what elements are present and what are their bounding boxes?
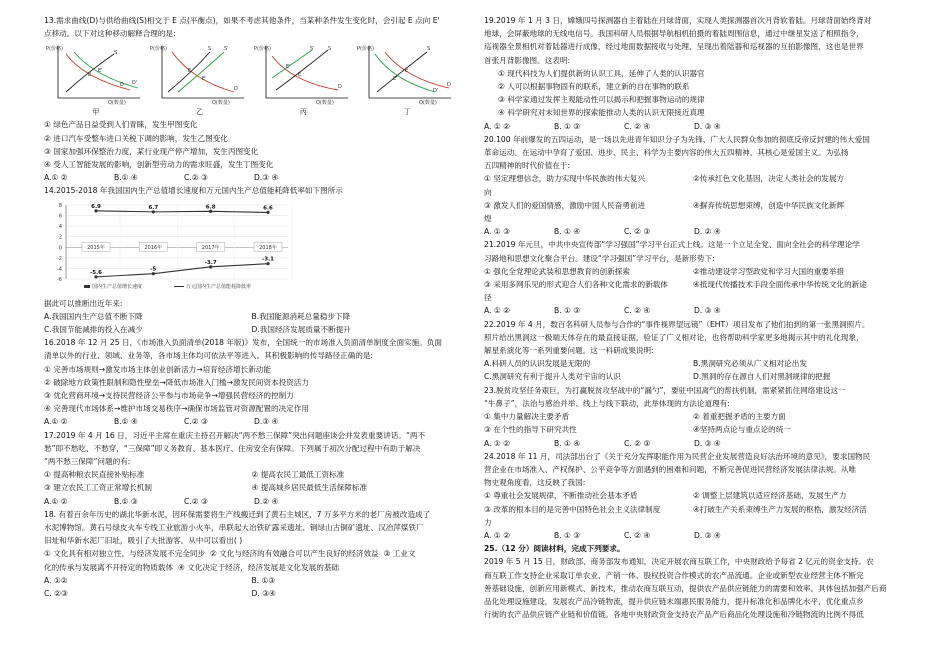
q16-item: ① 完善市场规则→激发市场主体创业创新活力→培育经济增长新动能 — [44, 364, 271, 374]
q22-line: 22.2019 年 4 月，数百名科研人员参与合作的“事件视界望远镜”（EHT）项目发布了他们拍到的第一张黑洞照片。 — [484, 319, 870, 329]
svg-text:E': E' — [98, 68, 103, 75]
svg-text:S: S — [427, 46, 431, 53]
svg-text:D': D' — [433, 88, 439, 95]
q24-item: ③ 改革的根本目的是完善中国特色社会主义法律制度 — [484, 504, 661, 514]
q23-item: ③ 在个性的指导下研究共性 — [484, 425, 577, 435]
graph-yi — [148, 42, 252, 106]
gdp-growth-data-label: 6.9 — [91, 203, 101, 210]
year-label: 2017年 — [201, 244, 220, 251]
q17-item: ③ 建立农民工工资正常增长机制 — [44, 483, 152, 493]
option[interactable]: C. ② ③ — [624, 227, 651, 237]
gdp-growth-line — [96, 210, 268, 212]
y-axis-label: P(价格) — [253, 46, 271, 53]
option[interactable]: D.黑洞的存在源自人们对黑洞规律的把握 — [693, 372, 831, 382]
svg-text:E': E' — [285, 64, 291, 71]
q17-item: ① 提高种粮农民直接补贴标准 — [44, 470, 145, 480]
q20-line: 革命运动。在运动中孕育了爱国、进步、民主、科学为主要内容的伟大五四精神，其核心是爱国主义。为弘扬 — [484, 148, 849, 158]
q18-items-row1 — [44, 547, 459, 560]
option[interactable]: A.① ② — [44, 417, 68, 427]
q24-line: 营企业在市场准入、产权保护、公平竞争等方面遇到的困难和问题，不断完善促进民营经济发展法律法规。从唯 — [484, 464, 857, 474]
option[interactable]: C. ②③ — [44, 589, 68, 599]
option[interactable]: A. ① ② — [484, 121, 510, 131]
q17-line: “两不愁三保障”问题的有: — [44, 457, 131, 467]
svg-text:E': E' — [393, 76, 398, 83]
q14-stem: 14.2015-2018 年我国国内生产总值增长速度和万元国内生产总值能耗降低率如下图所示 — [44, 186, 343, 196]
q14-chart — [44, 199, 294, 295]
y-tick-label: -2 — [57, 255, 62, 262]
q18-line: 旧址和华新水泥厂旧址，吸引了大批游客。从中可以看出( ) — [44, 536, 243, 546]
q19-options — [484, 120, 902, 133]
graph-label: 丙 — [299, 108, 307, 117]
svg-text:E': E' — [201, 76, 207, 83]
q24-item: ① 尊重社会发展规律，不断推动社会基本矛盾 — [484, 491, 638, 501]
x-axis-label: Q(数量) — [211, 100, 230, 107]
svg-text:S: S — [114, 50, 118, 57]
option[interactable]: A.① ② — [44, 173, 68, 183]
q23-options — [484, 437, 902, 450]
q20-item-cont: 向 — [484, 187, 492, 197]
q14-question: 据此可以推断出近年来: — [44, 298, 123, 308]
q18-item: ③ 工业文 — [383, 549, 416, 559]
svg-text:S': S' — [309, 46, 315, 53]
x-axis-label: Q(数量) — [419, 100, 438, 107]
q25-title: 25.（12 分）阅读材料，完成下列要求。 — [484, 544, 625, 554]
q23-line: “牛鼻子”，法治与感治并举、线上与线下联动，此举体现的方法论道理有: — [484, 398, 730, 408]
q14-options-row1 — [44, 310, 459, 323]
q23-line: 23.脱贫攻坚任务艰巨，为打赢脱贫攻坚战中的“漏勺”，要驻中国离气的帮扶机制，需紧紧抓住网络建设这一 — [484, 385, 846, 395]
q16-line: 16.2018 年 12 月 25 日，《市场准入负面清单(2018 年版)》发布，全国统一的市场准入负面清单制度全面实施。负面 — [44, 338, 443, 348]
q16-item: ④ 完善现代市场体系→维护市场交易秩序→确保市场监管对资源配置的决定作用 — [44, 404, 309, 414]
energy-drop-data-label: -5.6 — [89, 269, 103, 276]
svg-text:S: S — [207, 46, 211, 53]
option[interactable]: D. ③④ — [251, 589, 276, 599]
option[interactable]: B.① ④ — [114, 417, 138, 427]
svg-text:D': D' — [132, 80, 138, 87]
option[interactable]: C. ② ④ — [624, 530, 651, 540]
q16-item: ② 破除地方政策性限制和隐性壁垒→降低市场准入门槛→激发民间资本投资活力 — [44, 377, 309, 387]
q25-line: 善基础设施，创新应用新模式、新技术，推动农商互联互动，提供农产品供应链能力的需要和效率。具体包括加强产后商 — [484, 583, 887, 593]
option[interactable]: A. ①② — [44, 575, 68, 585]
option[interactable]: B.① ④ — [114, 173, 138, 183]
option[interactable]: A.① ② — [44, 496, 68, 506]
option[interactable]: B.黑洞研究必须从广义相对论出发 — [693, 359, 807, 369]
q23-item: ① 集中力量解决主要矛盾 — [484, 412, 570, 422]
q13-item: ② 进口汽车受整车进口关税下调的影响，发生乙图变化 — [44, 133, 228, 143]
y-axis-label: P(价格) — [357, 46, 375, 53]
q24-items-row1 — [484, 489, 902, 502]
q19-line: 19.2019 年 1 月 3 日，嫦娥四号探测器自主着陆在月球背面，实现人类探测器首次月背软着陆。月球背面始终背对 — [484, 16, 872, 25]
svg-text:D: D — [337, 84, 342, 91]
q25-line: 品化处理设施建设，发展农产品冷链物流，提升供应链末端惠民服务能力，提升标准化和品牌化水平，优化重点乡 — [484, 596, 864, 606]
option[interactable]: D. ③ ④ — [694, 438, 721, 448]
q13-options — [44, 171, 459, 184]
option[interactable]: A. ① ② — [484, 438, 510, 448]
option[interactable]: A.我国国内生产总值不断下降 — [44, 311, 143, 321]
option[interactable]: B. ① ④ — [554, 438, 581, 448]
q19-line: 首张月背影像图。这表明: — [484, 55, 571, 65]
q16-item: ③ 优化营商环境→支持民营经济公平参与市场竞争→增强民营经济的控制力 — [44, 391, 294, 401]
q20-item: ① 坚定理想信念，助力实现中华民族的伟大复兴 — [484, 174, 646, 184]
left-column — [44, 14, 459, 600]
q13-item: ① 绿色产品日益受到人们青睐，发生甲图变化 — [44, 120, 198, 130]
q17-options — [44, 495, 459, 508]
q25-line: 商互联工作支持企业采取订单农业、产销一体、股权投资合作模式的农产品流通。企业或新型农业经营主体不断完 — [484, 570, 864, 580]
legend-label: 万元国内生产总值能耗降低率 — [186, 283, 252, 290]
gdp-growth-data-label: 6.7 — [148, 204, 159, 211]
q21-line: 习路地和思想文化聚合平台。建设“学习强国”学习平台，是新形势下: — [484, 253, 715, 263]
q21-options — [484, 304, 902, 317]
q24-line: 24.2018 年 11 月，司法部出台了《关于充分发挥职能作用为民营企业发展营造良好法治环境的意见》，要求国物民 — [484, 451, 871, 461]
q20-item-cont: 煌 — [484, 214, 492, 224]
option[interactable]: B. ① ③ — [554, 306, 581, 316]
q18-line: 18. 有着百余年历史的湖北华新水泥，因环保需要将生产线搬迁到了黄石主城区，7 万多平方米的老厂房被改造成了 — [44, 509, 431, 519]
q23-items-row1 — [484, 410, 902, 423]
q24-line: 物史观角度看，这反映了我国: — [484, 478, 586, 488]
y-tick-label: 6 — [58, 213, 62, 220]
svg-text:D: D — [233, 86, 238, 93]
x-axis-label: Q(数量) — [108, 100, 126, 107]
option[interactable]: C.我国节能减排的投入在减少 — [44, 325, 143, 335]
q25-line: 2019 年 5 月 15 日，财政部、商务部发布通知，决定开展农商互联工作，中央财政给予每省 2 亿元的资金支持。农 — [484, 557, 874, 567]
option[interactable]: C.② ③ — [184, 496, 208, 506]
q19-item: ② 人可以根据事物固有的联系，建立新的自在事物的联系 — [498, 82, 690, 92]
year-label: 2016年 — [144, 244, 163, 251]
option[interactable]: B.我国能源消耗总量稳步下降 — [251, 311, 351, 321]
q19-item: ① 现代科技为人们提供新的认识工具，延伸了人类的认识器官 — [498, 68, 705, 78]
q17-line: 愁”即不愁吃、不愁穿，“三保障”即义务教育、基本医疗、住房安全有保障。下列属于初次分配过程中有助于解决 — [44, 443, 421, 453]
q23-items-row2 — [484, 423, 902, 436]
q18-options-row1 — [44, 574, 459, 587]
gdp-growth-data-label: 6.8 — [205, 203, 216, 210]
svg-text:S: S — [327, 46, 331, 53]
q18-options-row2 — [44, 587, 459, 600]
legend-label: 国内生产总值增长速度 — [92, 283, 143, 290]
right-column — [484, 14, 902, 621]
y-tick-label: 0 — [58, 244, 62, 251]
y-axis-label: P(价格) — [46, 46, 63, 53]
q21-item: ① 强化全党理论武装和思想教育的创新探索 — [484, 266, 630, 276]
option[interactable]: A. ① ② — [484, 306, 510, 316]
q20-line: 20.100 年前爆发的五四运动，是一场以先进青年知识分子为先锋、广大人民群众参加的彻底反帝反封建的伟大爱国 — [484, 134, 870, 144]
energy-drop-data-label: -5 — [150, 266, 157, 273]
q17-line: 17.2019 年 4 月 16 日，习近平主席在重庆主持召开解决“两不愁三保障”突出问题座谈会并发表重要讲话。“两不 — [44, 430, 426, 440]
q24-item: ② 调整上层建筑以适应经济基础，发展生产力 — [693, 491, 847, 501]
q22-options-row1 — [484, 357, 902, 370]
q17-item: ④ 提高城乡居民最低生活保障标准 — [251, 483, 368, 493]
q18-item: ④ 文化决定于经济，经济发展是文化发展的基础 — [177, 562, 340, 572]
y-tick-label: 2 — [58, 234, 62, 241]
q25-line: 行街的农产品供应链产业链和价值链。各地中央财政资金支持农产品产后商品化处理设施和冷链物流的比例不得低 — [484, 610, 864, 620]
option[interactable]: B. ① ③ — [554, 530, 581, 540]
q22-line: 解星系演化等一系列重要问题。这一科研成果说明: — [484, 346, 654, 356]
option[interactable]: D.我国经济发展质量不断提升 — [251, 325, 351, 335]
graph-label: 乙 — [196, 108, 204, 117]
option[interactable]: D.③ ④ — [254, 173, 279, 183]
q13-stem: 13.需求曲线(D)与供给曲线(S)相交于 E 点(平衡点)，如果不考虑其他条件，当某种条件发生变化时，会引起 E 点向 E' — [44, 16, 440, 25]
graph-label: 丁 — [403, 108, 411, 117]
q22-line: 照片给出黑洞这一极端天体存在的最直接证据，验证了广义相对论，也将帮助科学家更多地揭示其中的礼化现象， — [484, 332, 864, 342]
svg-text:E: E — [88, 72, 92, 79]
q21-items-row1 — [484, 265, 902, 278]
q21-line: 21.2019 年元旦，中共中央宣传部“学习强国”学习平台正式上线。这是一个立足全党、面向全社会的科学理论学 — [484, 240, 860, 250]
graph-jia — [44, 42, 148, 106]
q19-line: 巡视器全景相机对着陆器进行成像，经过地面数据接收与处理，呈现出着陆器和巡视器的互拍影像图，这也是世界 — [484, 42, 864, 52]
legend-swatch — [84, 285, 90, 288]
y-tick-label: -6 — [57, 276, 62, 283]
option[interactable]: D. ② ④ — [694, 227, 721, 237]
q24-options — [484, 529, 902, 542]
option[interactable]: C.黑洞研究有利于提升人类对宇宙的认识 — [484, 372, 621, 382]
svg-text:S': S' — [223, 46, 229, 53]
option[interactable]: C. ② ④ — [624, 306, 651, 316]
year-label: 2015年 — [87, 244, 105, 251]
q19-line: 地球，会屏蔽地球的无线电信号。我国科研人员根据导航相机拍摄的着陆周围信息，通过中继星发送了相照指令， — [484, 29, 864, 39]
graph-ding — [355, 42, 459, 106]
q21-item: ②推动建设学习型政党和学习大国的重要举措 — [693, 266, 845, 276]
q21-item-cont: 径 — [484, 293, 492, 303]
y-tick-label: -4 — [57, 266, 62, 273]
q24-items-row2 — [484, 503, 902, 516]
option[interactable]: C.② ③ — [184, 417, 208, 427]
graph-label: 甲 — [92, 108, 100, 117]
svg-text:E: E — [297, 72, 301, 79]
q19-item: ④ 科学研究对未知世界的探索能推动人类的认识无限接近真理 — [498, 108, 705, 118]
option[interactable]: B. ① ④ — [554, 227, 581, 237]
q19-item: ③ 科学家通过发挥主观能动性可以揭示和把握事物运动的规律 — [498, 95, 705, 105]
q21-item: ④抵现代传播技术手段全面传承中华传统文化的新途 — [693, 280, 867, 290]
option[interactable]: D. ③ ④ — [694, 121, 721, 131]
q23-item: ④坚持两点论与重点论的统一 — [693, 425, 791, 435]
q16-line: 清单以外的行业、领域、业务等，各市场主体均可依法平等进入。其积极影响的传导路径正确的是: — [44, 351, 374, 361]
q20-item: ②传承红色文化基因，决定人类社会的发展方 — [693, 174, 845, 184]
q13-stem-cont: 点移动。以下对这种移动解释合理的是: — [44, 29, 176, 39]
q13-graph-labels — [44, 106, 459, 118]
q18-item: ① 文化具有相对独立性，与经济发展不完全同步 — [44, 549, 206, 559]
gdp-growth-data-label: 6.6 — [263, 205, 273, 212]
q20-item: ③ 激发人们的爱国情感，激励中国人民奋勇前进 — [484, 200, 646, 210]
option[interactable]: C.② ③ — [184, 173, 208, 183]
y-tick-label: 8 — [58, 202, 62, 209]
q24-item-cont: 力 — [484, 517, 492, 527]
q22-options-row2 — [484, 370, 902, 383]
q18-items-row2 — [44, 561, 459, 574]
q23-item: ② 着重把握矛盾的主要方面 — [693, 412, 786, 422]
option[interactable]: D.② ④ — [254, 496, 279, 506]
q13-graphs — [44, 42, 459, 106]
q13-item: ④ 受人工智能发展的影响，创新型劳动力的需求旺盛，发生丁图变化 — [44, 160, 274, 170]
x-axis-label: Q(数量) — [315, 100, 334, 107]
q17-item: ② 提高农民工最低工资标准 — [251, 470, 345, 480]
q18-item: ② 文化与经济的有效融合可以产生良好的经济效益 — [209, 549, 379, 559]
q16-options — [44, 415, 459, 428]
q20-options — [484, 225, 902, 238]
graph-bing — [252, 42, 356, 106]
option[interactable]: B. ① ③ — [554, 121, 581, 131]
q20-item: ④摒弃传统思想束缚，创造中华民族文化新辉 — [693, 200, 845, 210]
option[interactable]: D.③ ④ — [254, 417, 279, 427]
svg-text:E: E — [405, 68, 409, 75]
option[interactable]: D. ③ ④ — [694, 306, 721, 316]
svg-text:E: E — [187, 68, 191, 75]
q20-line: 五四精神的时代价值在于: — [484, 161, 571, 171]
q20-items-row2 — [484, 199, 902, 212]
option[interactable]: A. ① ③ — [484, 227, 510, 237]
y-tick-label: 4 — [58, 223, 62, 230]
q17-items-row2 — [44, 481, 459, 494]
q13-item: ③ 国家加强环保整治力度，某行业现产停产增加，发生丙图变化 — [44, 146, 259, 156]
year-label: 2018年 — [259, 244, 277, 251]
option[interactable]: B.① ③ — [114, 496, 138, 506]
option[interactable]: C. ② ③ — [624, 438, 651, 448]
q24-item: ④打破生产关系束缚生产力发展的枢梏，激发经济活 — [693, 504, 867, 514]
option[interactable]: C. ② ④ — [624, 121, 651, 131]
option[interactable]: A. ① ② — [484, 530, 510, 540]
svg-text:D: D — [120, 82, 124, 89]
option[interactable]: B. ①③ — [251, 575, 276, 585]
q17-items-row1 — [44, 468, 459, 481]
q21-items-row2 — [484, 278, 902, 291]
energy-drop-data-label: -3.1 — [261, 256, 275, 263]
q18-line: 水泥博物馆。黄石号绿皮火车专线工业旅游小火车，串联起大冶铁矿露采遗址、铜绿山古铜矿遗址、汉冶萍煤铁厂 — [44, 523, 424, 533]
option[interactable]: D. ③ ④ — [694, 530, 721, 540]
q14-options-row2 — [44, 323, 459, 336]
y-axis-label: P(价格) — [149, 46, 167, 53]
svg-text:D: D — [447, 82, 452, 89]
q21-item: ③ 采用多网乐见的形式迎合人们各种文化需求的新载体 — [484, 280, 668, 290]
option[interactable]: A.科研人员的认识发展是无限的 — [484, 359, 591, 369]
q18-item: 化的传承与发展离不开持定的物质载体 — [44, 562, 174, 572]
energy-drop-data-label: -3.7 — [204, 259, 217, 266]
q20-items-row1 — [484, 172, 902, 185]
energy-drop-line — [96, 263, 268, 276]
